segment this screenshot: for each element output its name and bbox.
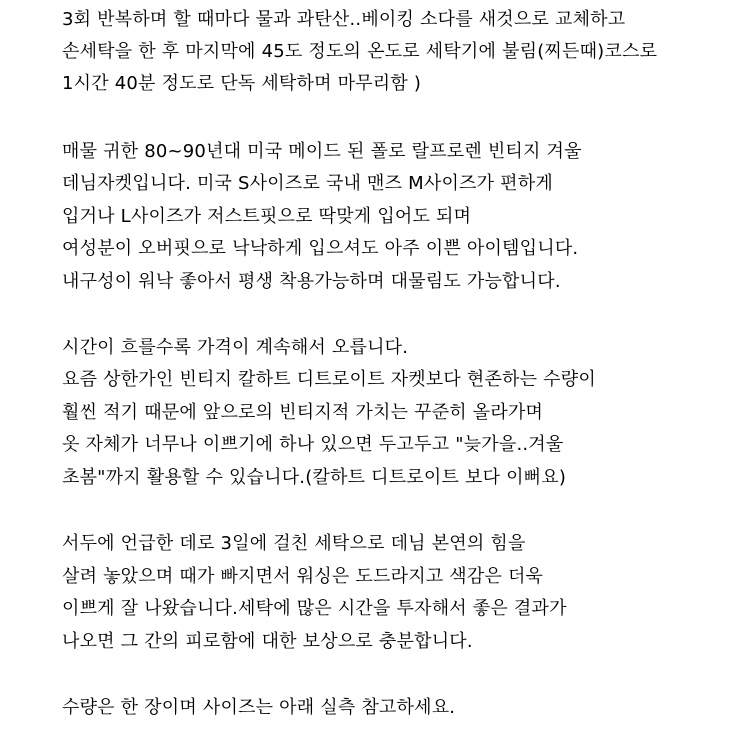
text-line: 1시간 40분 정도로 단독 세탁하며 마무리함 ) [62,73,422,94]
text-line: 이쁘게 잘 나왔습니다.세탁에 많은 시간을 투자해서 좋은 결과가 [62,598,567,619]
text-line: 살려 놓았으며 때가 빠지면서 워싱은 도드라지고 색감은 더욱 [62,566,544,587]
text-line: 3회 반복하며 할 때마다 물과 과탄산..베이킹 소다를 새것으로 교체하고 [62,9,626,30]
text-line: 시간이 흐를수록 가격이 계속해서 오릅니다. [62,337,409,358]
text-line: 초봄"까지 활용할 수 있습니다.(칼하트 디트로이트 보다 이뻐요) [62,467,567,488]
text-line: 수량은 한 장이며 사이즈는 아래 실측 참고하세요. [62,697,456,718]
text-line: 요즘 상한가인 빈티지 칼하트 디트로이트 자켓보다 현존하는 수량이 [62,369,596,390]
text-line: 데님자켓입니다. 미국 S사이즈로 국내 맨즈 M사이즈가 편하게 [62,173,553,194]
text-line: 서두에 언급한 데로 3일에 걸친 세탁으로 데님 본연의 힘을 [62,533,526,554]
text-line: 여성분이 오버핏으로 낙낙하게 입으셔도 아주 이쁜 아이템입니다. [62,238,579,259]
text-line: 입거나 L사이즈가 저스트핏으로 딱맞게 입어도 되며 [62,206,472,227]
text-line: 훨씬 적기 때문에 앞으로의 빈티지적 가치는 꾸준히 올라가며 [62,402,544,423]
text-line: 나오면 그 간의 피로함에 대한 보상으로 충분합니다. [62,631,473,652]
text-line: 손세탁을 한 후 마지막에 45도 정도의 온도로 세탁기에 불림(찌든때)코스로 [62,41,658,62]
text-line: 내구성이 워낙 좋아서 평생 착용가능하며 대물림도 가능합니다. [62,271,561,292]
text-line: 옷 자체가 너무나 이쁘기에 하나 있으면 두고두고 "늦가을..겨울 [62,434,564,455]
text-line: 매물 귀한 80~90년대 미국 메이드 된 폴로 랄프로렌 빈티지 겨울 [62,141,582,162]
